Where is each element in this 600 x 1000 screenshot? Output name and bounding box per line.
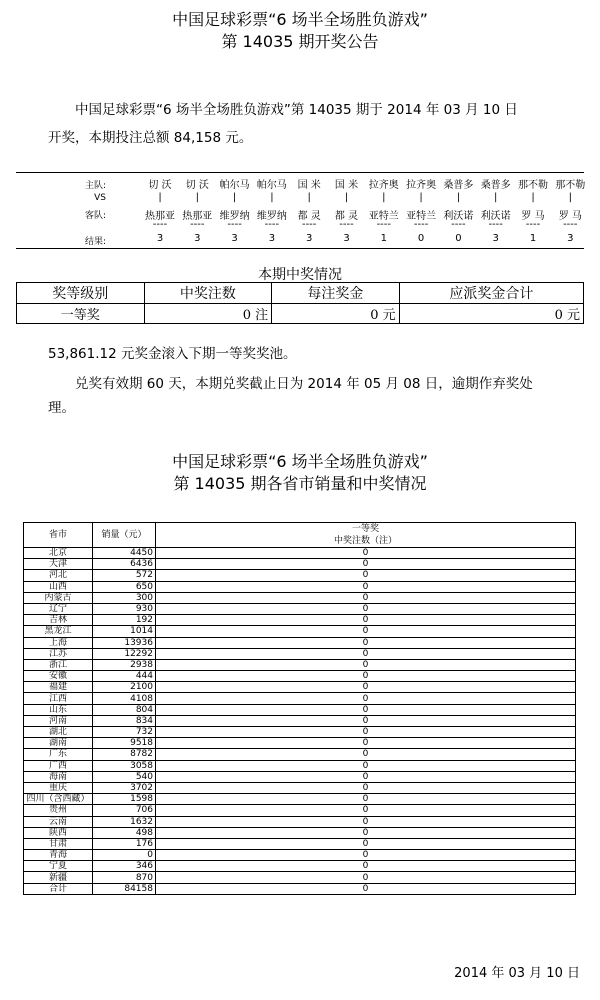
table-row	[24, 715, 576, 726]
province-name: 甘肃	[24, 838, 93, 849]
match-vs-mark: |	[307, 192, 311, 203]
claim-line-2: 理。	[48, 400, 75, 416]
prize-total: 0 元	[399, 304, 583, 324]
province-header: 省市	[24, 523, 93, 548]
province-name: 上海	[24, 637, 93, 648]
table-row	[24, 637, 576, 648]
prize-count: 0	[156, 581, 576, 592]
prize-count: 0	[156, 570, 576, 581]
province-name: 合计	[24, 883, 93, 894]
province-name: 江西	[24, 693, 93, 704]
match-dash-mark: ----	[339, 219, 354, 230]
table-row	[24, 861, 576, 872]
prize-count: 0	[156, 738, 576, 749]
table-row	[24, 749, 576, 760]
prize-count: 0	[156, 872, 576, 883]
table-row	[24, 615, 576, 626]
match-dash-mark: ----	[413, 219, 429, 230]
prize-count: 0	[156, 548, 576, 559]
table-row	[24, 738, 576, 749]
prize-count: 0	[156, 559, 576, 570]
prize-header-top: 一等奖	[351, 524, 379, 534]
match-result: 0	[455, 233, 462, 244]
match-result: 0	[417, 233, 425, 244]
match-vs-mark: |	[494, 192, 498, 203]
sales-amount: 84158	[93, 883, 156, 894]
province-name: 陕西	[24, 827, 93, 838]
prize-header-count: 中奖注数	[144, 283, 272, 304]
match-home-team: 拉齐奥	[406, 180, 437, 191]
province-name: 黑龙江	[24, 626, 93, 637]
match-home-team: 切 沃	[185, 180, 209, 191]
table-row	[24, 693, 576, 704]
rollover-text: 53,861.12 元奖金滚入下期一等奖奖池。	[48, 346, 297, 362]
match-home-team: 拉齐奥	[368, 180, 399, 191]
match-home-team: 那不勒	[555, 180, 586, 191]
prize-count: 0	[156, 603, 576, 614]
match-dash-mark: ----	[488, 219, 503, 230]
match-dash-mark: ----	[227, 219, 242, 230]
match-dash-mark: ----	[451, 219, 466, 230]
province-name: 内蒙古	[24, 592, 93, 603]
match-result: 3	[231, 233, 238, 244]
match-home-team: 国 米	[297, 180, 321, 191]
match-result: 3	[268, 233, 276, 244]
table-row	[24, 581, 576, 592]
match-vs-mark: |	[531, 192, 535, 203]
prize-count: 0	[156, 693, 576, 704]
match-away-team: 都 灵	[334, 211, 359, 222]
prize-count: 0	[156, 827, 576, 838]
match-result: 3	[343, 233, 350, 244]
match-away-team: 罗 马	[558, 211, 582, 222]
prize-count: 0	[156, 861, 576, 872]
prize-count-header	[156, 523, 576, 548]
prize-count: 0	[156, 682, 576, 693]
province-name: 吉林	[24, 615, 93, 626]
province-name: 山西	[24, 581, 93, 592]
sales-amount: 444	[93, 671, 156, 682]
sales-amount: 930	[93, 603, 156, 614]
prize-each: 0 元	[272, 304, 400, 324]
match-away-team: 罗 马	[521, 211, 545, 222]
prize-section-title: 本期中奖情况	[258, 267, 342, 283]
province-name: 浙江	[24, 659, 93, 670]
match-home-team: 那不勒	[518, 180, 548, 191]
sales-amount: 1014	[93, 626, 156, 637]
table-row	[24, 760, 576, 771]
match-away-team: 亚特兰	[406, 211, 437, 222]
province-name: 福建	[24, 682, 93, 693]
sales-amount: 176	[93, 838, 156, 849]
province-name: 辽宁	[24, 603, 93, 614]
prize-count: 0	[156, 592, 576, 603]
table-row	[24, 682, 576, 693]
match-vs-mark: |	[232, 192, 237, 203]
match-result: 1	[380, 233, 387, 244]
province-name: 北京	[24, 548, 93, 559]
sales-amount: 572	[93, 570, 156, 581]
province-name: 宁夏	[24, 861, 93, 872]
match-home-team: 桑普多	[443, 180, 474, 191]
match-dash-mark: ----	[563, 219, 578, 230]
match-dash-mark: ----	[190, 219, 205, 230]
province-name: 广东	[24, 749, 93, 760]
match-vs-mark: |	[382, 192, 386, 203]
province-name: 广西	[24, 760, 93, 771]
match-away-team: 维罗纳	[256, 211, 287, 222]
match-away-team: 利沃诺	[480, 211, 511, 222]
table-row	[24, 659, 576, 670]
prize-count: 0	[156, 838, 576, 849]
sales-amount: 9518	[93, 738, 156, 749]
match-home-team: 桑普多	[480, 180, 511, 191]
province-name: 湖北	[24, 727, 93, 738]
table-row	[24, 603, 576, 614]
province-name: 湖南	[24, 738, 93, 749]
sales-amount: 3702	[93, 782, 156, 793]
table-row	[24, 872, 576, 883]
match-vs-mark: |	[344, 192, 349, 203]
match-away-team: 维罗纳	[219, 211, 250, 222]
sales-amount: 706	[93, 805, 156, 816]
prize-count: 0	[156, 671, 576, 682]
match-away-team: 热那亚	[182, 211, 213, 222]
prize-count: 0	[156, 615, 576, 626]
sales-amount: 498	[93, 827, 156, 838]
sales-amount: 4450	[93, 548, 156, 559]
match-table	[16, 172, 584, 249]
table-row	[24, 805, 576, 816]
match-vs-mark: |	[270, 192, 274, 203]
sales-amount: 732	[93, 727, 156, 738]
match-vs-mark: |	[195, 192, 199, 203]
sales-amount: 4108	[93, 693, 156, 704]
table-row	[24, 794, 576, 805]
prize-table	[16, 282, 584, 324]
match-away-team: 都 灵	[297, 211, 321, 222]
province-name: 四川（含西藏）	[24, 794, 93, 805]
sales-header: 销量（元）	[93, 523, 156, 548]
table-row	[24, 782, 576, 793]
sales-amount: 2938	[93, 659, 156, 670]
footer-date: 2014 年 03 月 10 日	[454, 966, 580, 981]
sales-amount: 1632	[93, 816, 156, 827]
table-row	[24, 850, 576, 861]
vs-label: VS	[94, 193, 106, 203]
table-row	[24, 626, 576, 637]
sales-amount: 2100	[93, 682, 156, 693]
prize-header-sub: 中奖注数（注）	[333, 536, 397, 546]
intro-line-1: 中国足球彩票“6 场半全场胜负游戏”第 14035 期于 2014 年 03 月 10 日	[75, 102, 518, 118]
sales-amount: 8782	[93, 749, 156, 760]
prize-count: 0	[156, 760, 576, 771]
prize-count: 0	[156, 749, 576, 760]
prize-count: 0	[156, 850, 576, 861]
table-row	[24, 671, 576, 682]
table-row	[24, 559, 576, 570]
claim-line-1: 兑奖有效期 60 天，本期兑奖截止日为 2014 年 05 月 08 日，逾期作弃奖处	[75, 376, 533, 392]
sales-amount: 3058	[93, 760, 156, 771]
prize-count: 0	[156, 704, 576, 715]
table-row	[24, 727, 576, 738]
prize-count: 0	[156, 648, 576, 659]
province-name: 天津	[24, 559, 93, 570]
prize-count: 0	[156, 883, 576, 894]
match-vs-mark: |	[158, 192, 162, 203]
away-label: 客队:	[84, 211, 106, 221]
prize-header-total: 应派奖金合计	[399, 283, 583, 304]
match-result: 1	[529, 233, 537, 244]
prize-level: 一等奖	[17, 304, 145, 324]
province-name: 贵州	[24, 805, 93, 816]
match-dash-mark: ----	[152, 219, 168, 230]
announcement-title: 中国足球彩票“6 场半全场胜负游戏”	[172, 10, 428, 29]
province-name: 新疆	[24, 872, 93, 883]
table-row	[24, 648, 576, 659]
province-name: 重庆	[24, 782, 93, 793]
match-dash-mark: ----	[264, 219, 280, 230]
match-dash-mark: ----	[376, 219, 392, 230]
province-name: 青海	[24, 850, 93, 861]
sales-amount: 650	[93, 581, 156, 592]
match-home-team: 帕尔马	[219, 180, 250, 191]
prize-count: 0	[156, 637, 576, 648]
prize-count: 0	[156, 715, 576, 726]
sales-amount: 12292	[93, 648, 156, 659]
home-label: 主队:	[84, 181, 106, 191]
match-result: 3	[156, 233, 164, 244]
province-name: 海南	[24, 771, 93, 782]
prize-count: 0	[156, 794, 576, 805]
table-row	[24, 771, 576, 782]
table-row	[24, 827, 576, 838]
prize-count: 0 注	[144, 304, 272, 324]
province-name: 安徽	[24, 671, 93, 682]
sales-amount: 540	[93, 771, 156, 782]
match-away-team: 亚特兰	[368, 211, 399, 222]
sales-amount: 192	[93, 615, 156, 626]
match-away-team: 热那亚	[145, 211, 175, 222]
province-name: 江苏	[24, 648, 93, 659]
province-name: 山东	[24, 704, 93, 715]
sales-amount: 13936	[93, 637, 156, 648]
sales-amount: 870	[93, 872, 156, 883]
table-row	[24, 548, 576, 559]
match-dash-mark: ----	[301, 219, 317, 230]
table-row	[24, 838, 576, 849]
sales-amount: 804	[93, 704, 156, 715]
match-away-team: 利沃诺	[443, 211, 474, 222]
match-dash-mark: ----	[525, 219, 541, 230]
match-home-team: 切 沃	[148, 180, 172, 191]
prize-count: 0	[156, 782, 576, 793]
prize-count: 0	[156, 626, 576, 637]
match-vs-mark: |	[568, 192, 572, 203]
match-result: 3	[306, 233, 313, 244]
province-sales-table	[23, 522, 576, 895]
prize-header-each: 每注奖金	[272, 283, 400, 304]
prize-header-level: 奖等级别	[17, 283, 145, 304]
prize-count: 0	[156, 659, 576, 670]
match-result: 3	[567, 233, 574, 244]
sales-subtitle: 第 14035 期各省市销量和中奖情况	[173, 474, 427, 493]
sales-amount: 1598	[93, 794, 156, 805]
table-row	[24, 592, 576, 603]
intro-line-2: 开奖，本期投注总额 84,158 元。	[48, 130, 253, 146]
match-vs-mark: |	[419, 192, 423, 203]
province-name: 河南	[24, 715, 93, 726]
prize-count: 0	[156, 771, 576, 782]
announcement-subtitle: 第 14035 期开奖公告	[221, 32, 379, 51]
sales-amount: 0	[93, 850, 156, 861]
prize-count: 0	[156, 816, 576, 827]
sales-amount: 346	[93, 861, 156, 872]
prize-count: 0	[156, 805, 576, 816]
province-name: 云南	[24, 816, 93, 827]
sales-amount: 300	[93, 592, 156, 603]
match-home-team: 国 米	[334, 180, 359, 191]
sales-amount: 834	[93, 715, 156, 726]
province-name: 河北	[24, 570, 93, 581]
table-row	[24, 816, 576, 827]
sales-amount: 6436	[93, 559, 156, 570]
match-result: 3	[194, 233, 201, 244]
result-label: 结果:	[84, 237, 106, 247]
table-row	[24, 883, 576, 894]
table-row	[24, 570, 576, 581]
table-row	[24, 704, 576, 715]
match-vs-mark: |	[456, 192, 461, 203]
sales-title: 中国足球彩票“6 场半全场胜负游戏”	[172, 452, 428, 471]
match-result: 3	[492, 233, 499, 244]
prize-count: 0	[156, 727, 576, 738]
match-home-team: 帕尔马	[256, 180, 287, 191]
